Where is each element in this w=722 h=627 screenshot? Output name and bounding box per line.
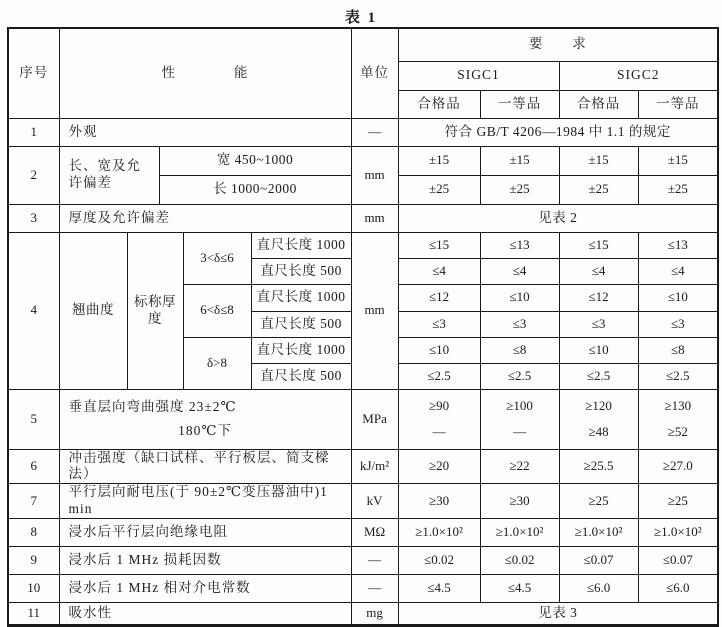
value-cell: ±25	[398, 175, 480, 204]
perf-label: 浸水后 1 MHz 相对介电常数	[59, 575, 351, 603]
value-cell: ±15	[480, 146, 559, 175]
header-grade-sigc1: SIGC1	[398, 61, 559, 90]
serial-cell: 9	[8, 547, 59, 575]
value-cell: ≤4	[559, 258, 638, 284]
value-cell: ≤10	[398, 337, 480, 363]
spec-cell: 直尺长度 500	[251, 258, 351, 284]
perf-label-line1: 垂直层向弯曲强度 23±2℃	[68, 398, 237, 414]
perf-label: 平行层向耐电压(于 90±2℃变压器油中)1 min	[59, 484, 351, 519]
value-cell: ≥30	[480, 484, 559, 519]
value-cell: ≤3	[480, 311, 559, 337]
value-cell: ≤15	[559, 232, 638, 258]
value-cell: ≤4	[480, 258, 559, 284]
value-cell: ≤8	[638, 337, 718, 363]
serial-cell: 7	[8, 484, 59, 519]
unit-cell: kV	[351, 484, 398, 519]
value-cell: ≥120 ≥48	[559, 389, 638, 449]
header-unit: 单位	[351, 28, 398, 118]
perf-label: 冲击强度（缺口试样、平行板层、简支樑法）	[59, 449, 351, 484]
serial-cell: 10	[8, 575, 59, 603]
unit-cell: —	[351, 575, 398, 603]
unit-cell: MPa	[351, 389, 398, 449]
value-cell: ≥25.5	[559, 449, 638, 484]
value-cell: ≥27.0	[638, 449, 718, 484]
perf-label: 吸水性	[59, 603, 351, 626]
value-cell: ≥25	[638, 484, 718, 519]
spec-cell: 直尺长度 1000	[251, 232, 351, 258]
value-cell: ≤13	[638, 232, 718, 258]
value-cell: ≤2.5	[638, 363, 718, 389]
header-first-class: 一等品	[480, 90, 559, 118]
value-cell: ≤8	[480, 337, 559, 363]
header-first-class: 一等品	[638, 90, 718, 118]
value-cell: ≤10	[638, 284, 718, 311]
value-cell: ±15	[559, 146, 638, 175]
unit-cell: mm	[351, 204, 398, 232]
serial-cell: 5	[8, 389, 59, 449]
nominal-thickness-label: 标称厚度	[127, 232, 183, 389]
span-value-cell: 符合 GB/T 4206—1984 中 1.1 的规定	[398, 118, 718, 146]
thickness-range-cell: δ>8	[183, 337, 251, 389]
spec-cell: 直尺长度 1000	[251, 284, 351, 311]
value-cell: ≤2.5	[480, 363, 559, 389]
serial-cell: 2	[8, 146, 59, 204]
table-title: 表 1	[344, 10, 378, 26]
value-cell: ≤4.5	[480, 575, 559, 603]
value-cell: ≤2.5	[559, 363, 638, 389]
value-cell: ≥90 —	[398, 389, 480, 449]
value-cell: ≥1.0×10²	[398, 519, 480, 547]
spec-cell: 长 1000~2000	[159, 175, 351, 204]
unit-cell: mm	[351, 146, 398, 204]
spec-table	[7, 27, 719, 627]
spec-cell: 直尺长度 500	[251, 363, 351, 389]
perf-label: 浸水后平行层向绝缘电阻	[59, 519, 351, 547]
header-performance: 性 能	[59, 28, 351, 118]
unit-cell: mg	[351, 603, 398, 626]
thickness-range-cell: 6<δ≤8	[183, 284, 251, 337]
value-cell: ≤0.07	[638, 547, 718, 575]
value-cell: ±25	[559, 175, 638, 204]
value-cell: ≥25	[559, 484, 638, 519]
perf-label: 外观	[59, 118, 351, 146]
serial-cell: 11	[8, 603, 59, 626]
serial-cell: 1	[8, 118, 59, 146]
value-cell: ≤10	[559, 337, 638, 363]
spec-cell: 宽 450~1000	[159, 146, 351, 175]
value-cell: ≤0.02	[398, 547, 480, 575]
value-cell: ≤4	[638, 258, 718, 284]
value-cell: ≤6.0	[638, 575, 718, 603]
span-value-cell: 见表 3	[398, 603, 718, 626]
header-serial: 序号	[8, 28, 59, 118]
header-qualified: 合格品	[559, 90, 638, 118]
value-cell: ≥30	[398, 484, 480, 519]
value-cell: ≤12	[559, 284, 638, 311]
serial-cell: 8	[8, 519, 59, 547]
span-value-cell: 见表 2	[398, 204, 718, 232]
spec-cell: 直尺长度 1000	[251, 337, 351, 363]
value-cell: ±25	[638, 175, 718, 204]
value-cell: ≤4.5	[398, 575, 480, 603]
value-cell: ≤0.02	[480, 547, 559, 575]
value-cell: ≤12	[398, 284, 480, 311]
unit-cell: MΩ	[351, 519, 398, 547]
value-cell: ±25	[480, 175, 559, 204]
value-cell: ≥1.0×10²	[559, 519, 638, 547]
value-cell: ≤6.0	[559, 575, 638, 603]
perf-label: 厚度及允许偏差	[59, 204, 351, 232]
header-qualified: 合格品	[398, 90, 480, 118]
header-grade-sigc2: SIGC2	[559, 61, 718, 90]
perf-label: 翘曲度	[59, 232, 127, 389]
value-cell: ≤3	[398, 311, 480, 337]
value-cell: ±15	[638, 146, 718, 175]
value-cell: ≤3	[638, 311, 718, 337]
value-cell: ≥22	[480, 449, 559, 484]
serial-cell: 4	[8, 232, 59, 389]
value-cell: ≥1.0×10²	[480, 519, 559, 547]
perf-label	[59, 389, 351, 449]
value-cell: ≥100 —	[480, 389, 559, 449]
value-cell: ≥20	[398, 449, 480, 484]
value-cell: ≤10	[480, 284, 559, 311]
value-cell: ≤0.07	[559, 547, 638, 575]
value-cell: ≤15	[398, 232, 480, 258]
thickness-range-cell: 3<δ≤6	[183, 232, 251, 284]
spec-cell: 直尺长度 500	[251, 311, 351, 337]
value-cell: ≤13	[480, 232, 559, 258]
serial-cell: 3	[8, 204, 59, 232]
header-requirement: 要 求	[398, 28, 718, 61]
perf-label: 浸水后 1 MHz 损耗因数	[59, 547, 351, 575]
unit-cell: —	[351, 118, 398, 146]
value-cell: ≥130 ≥52	[638, 389, 718, 449]
unit-cell: mm	[351, 232, 398, 389]
serial-cell: 6	[8, 449, 59, 484]
perf-label: 长、宽及允许偏差	[59, 146, 159, 204]
value-cell: ≤2.5	[398, 363, 480, 389]
value-cell: ±15	[398, 146, 480, 175]
unit-cell: —	[351, 547, 398, 575]
value-cell: ≤3	[559, 311, 638, 337]
perf-label-line2: 180℃下	[178, 422, 232, 438]
value-cell: ≥1.0×10²	[638, 519, 718, 547]
unit-cell: kJ/m²	[351, 449, 398, 484]
value-cell: ≤4	[398, 258, 480, 284]
